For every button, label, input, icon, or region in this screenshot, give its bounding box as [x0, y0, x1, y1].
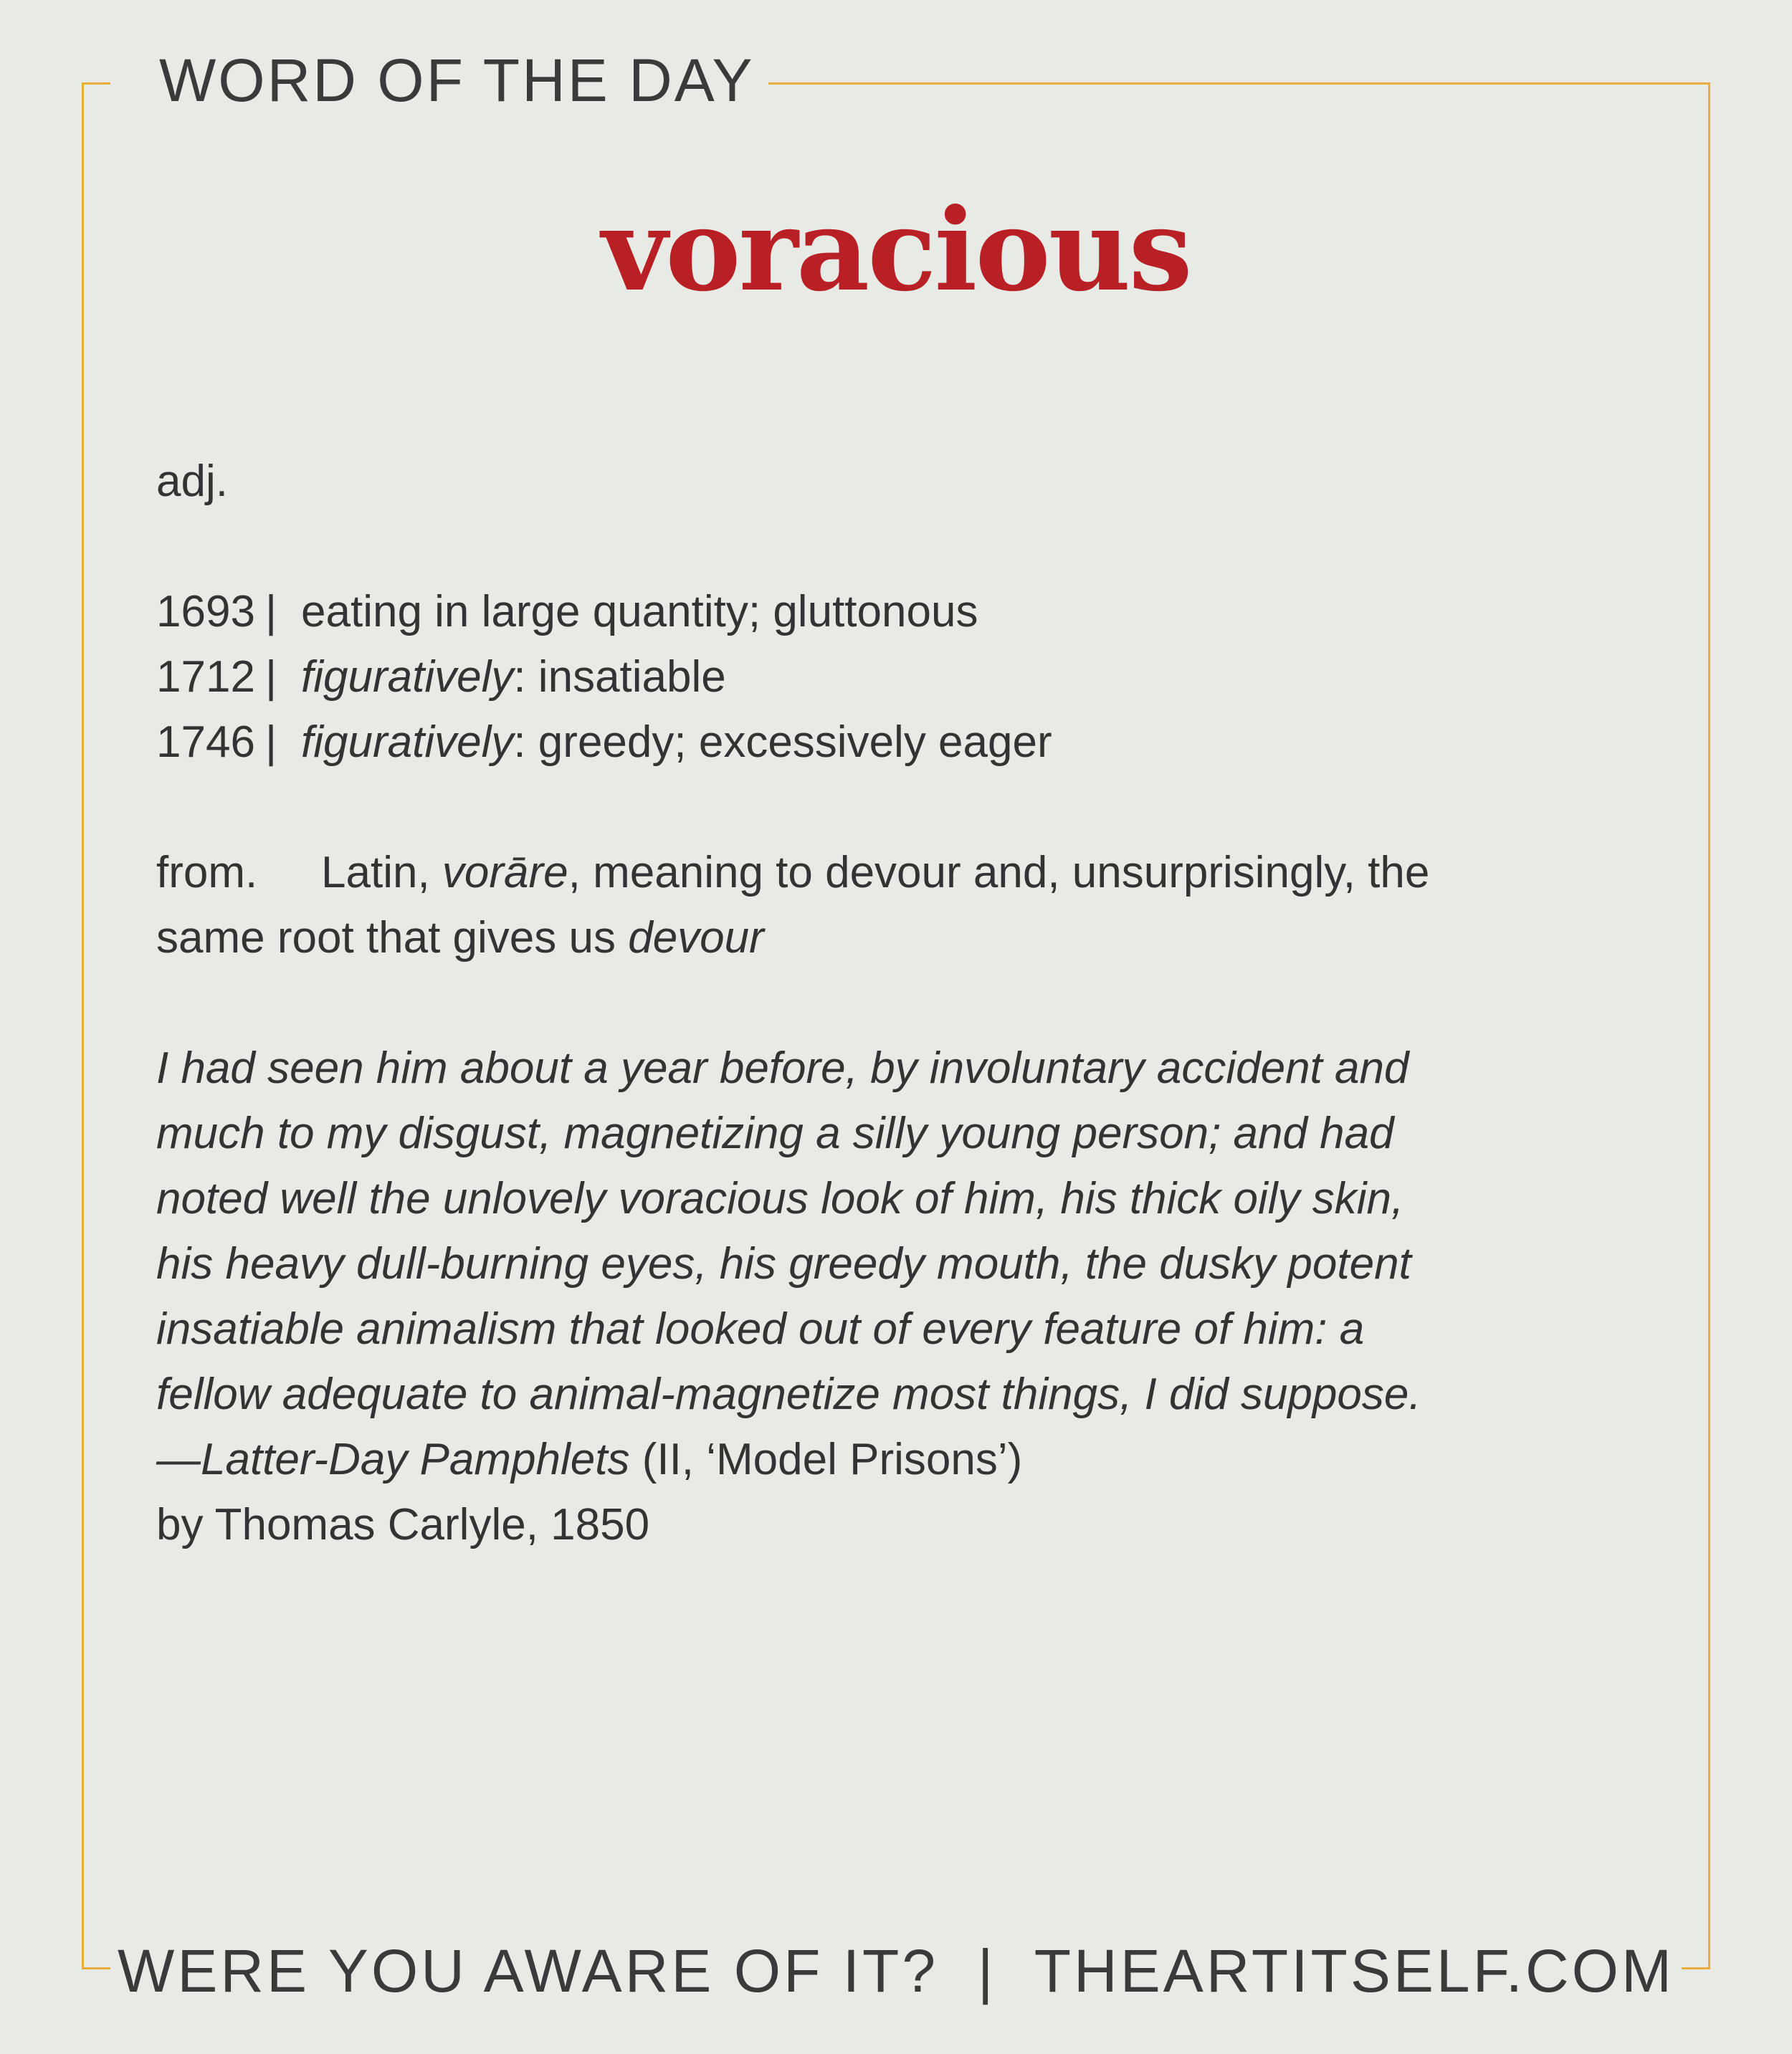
definition-separator: |	[265, 587, 277, 636]
quote-line: fellow adequate to animal-magnetize most things, I did suppose.	[156, 1370, 1421, 1419]
footer-text: WERE YOU AWARE OF IT? | THEARTITSELF.COM	[118, 1937, 1674, 2005]
quote-source	[156, 1427, 1421, 1492]
definition-separator: |	[265, 717, 277, 767]
definition-row	[156, 710, 1052, 775]
quote-source-title: —Latter-Day Pamphlets	[156, 1435, 630, 1484]
etymology-english-word: devour	[628, 913, 764, 962]
etymology-line	[156, 905, 1429, 970]
word-title: voracious	[601, 184, 1191, 317]
etymology-text: Latin,	[321, 848, 442, 897]
definition-separator: |	[265, 652, 277, 702]
quote-source-detail: (II, ‘Model Prisons’)	[629, 1435, 1023, 1484]
quote-line: insatiable animalism that looked out of every feature of him: a	[156, 1304, 1365, 1354]
quote-line: I had seen him about a year before, by involuntary accident and	[156, 1043, 1409, 1093]
definition-text: : greedy; excessively eager	[513, 717, 1052, 767]
etymology-text: same root that gives us	[156, 913, 629, 962]
definition-qualifier: figuratively	[301, 717, 514, 767]
definition-year: 1693	[156, 587, 255, 636]
quote-byline: by Thomas Carlyle, 1850	[156, 1500, 650, 1549]
definition-row	[156, 579, 1052, 644]
definitions-list	[156, 579, 1052, 775]
quote-line: noted well the unlovely voracious look of him, his thick oily skin,	[156, 1174, 1404, 1223]
frame-top-right-line	[768, 82, 1710, 85]
quote-line: much to my disgust, magnetizing a silly young person; and had	[156, 1109, 1394, 1158]
etymology-latin-word: vorāre	[442, 848, 568, 897]
part-of-speech: adj.	[156, 457, 228, 506]
quote-line: his heavy dull-burning eyes, his greedy mouth, the dusky potent	[156, 1239, 1411, 1289]
frame-left-line	[82, 82, 84, 1969]
definition-year: 1746	[156, 717, 255, 767]
frame-top-left-line	[82, 82, 110, 85]
etymology-text: , meaning to devour and, unsurprisingly, the	[568, 848, 1430, 897]
frame-right-line	[1708, 82, 1710, 1969]
etymology-label: from.	[156, 848, 258, 897]
header-title: WORD OF THE DAY	[159, 47, 755, 114]
definition-year: 1712	[156, 652, 255, 702]
definition-qualifier: figuratively	[301, 652, 514, 702]
definition-text: eating in large quantity; gluttonous	[301, 587, 978, 636]
etymology-line	[156, 840, 1429, 905]
etymology	[156, 840, 1429, 970]
definition-text: : insatiable	[513, 652, 726, 702]
definition-row	[156, 644, 1052, 710]
quote-block	[156, 1036, 1421, 1557]
